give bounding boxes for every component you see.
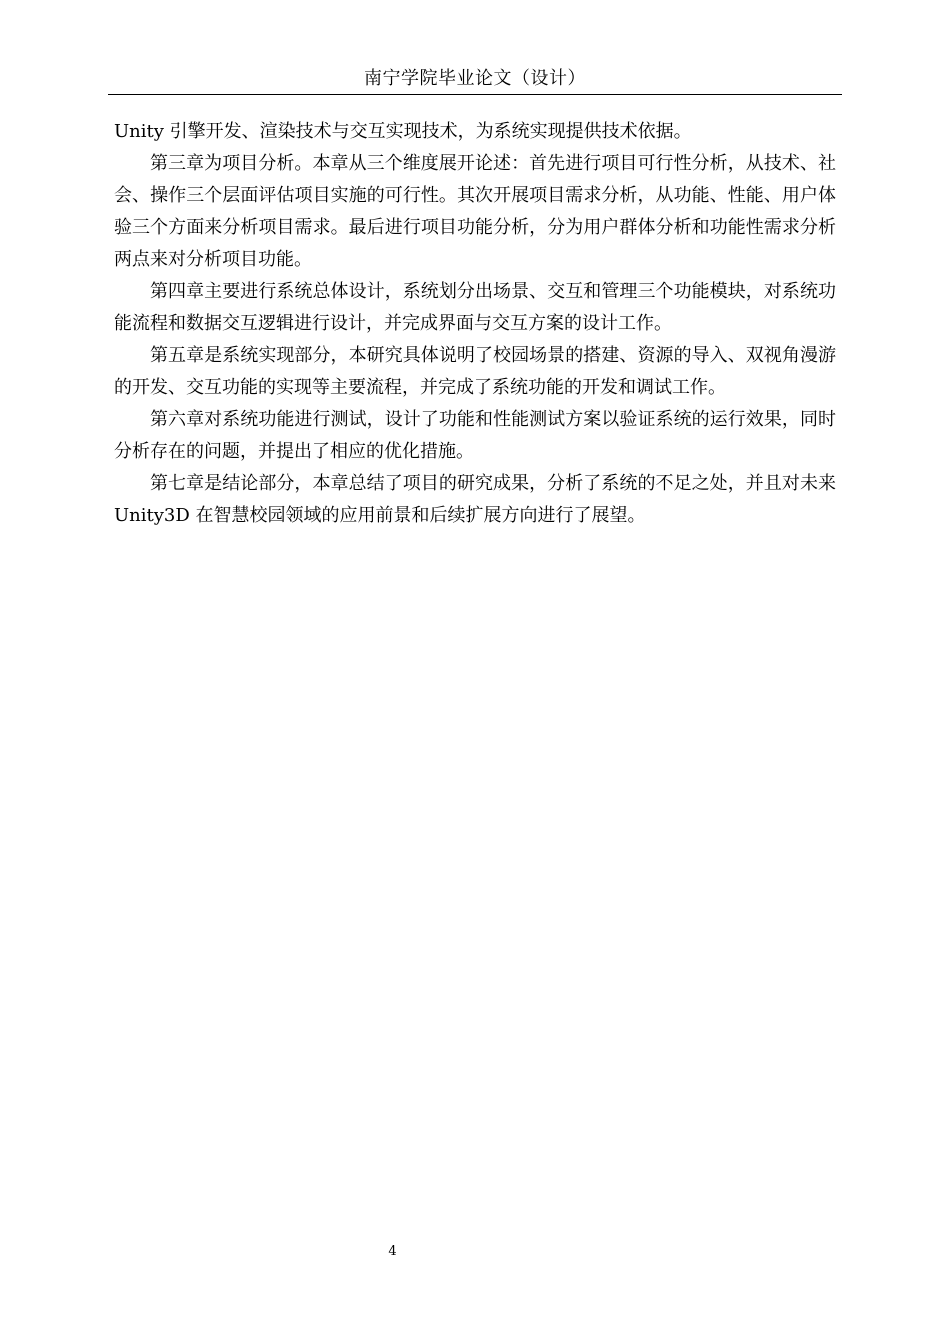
paragraph-chapter5: 第五章是系统实现部分，本研究具体说明了校园场景的搭建、资源的导入、双视角漫游的开发、交互功能的实现等主要流程，并完成了系统功能的开发和调试工作。 [114,345,836,398]
paragraph-chapter6: 第六章对系统功能进行测试，设计了功能和性能测试方案以验证系统的运行效果，同时分析存在的问题，并提出了相应的优化措施。 [114,409,836,462]
paragraph-chapter2-continuation: Unity 引擎开发、渲染技术与交互实现技术，为系统实现提供技术依据。 [114,121,692,142]
paragraph-chapter7: 第七章是结论部分，本章总结了项目的研究成果，分析了系统的不足之处，并且对未来 Unity3D 在智慧校园领域的应用前景和后续扩展方向进行了展望。 [114,473,836,526]
header-divider [108,94,842,95]
paragraph-chapter3: 第三章为项目分析。本章从三个维度展开论述：首先进行项目可行性分析，从技术、社会、操作三个层面评估项目实施的可行性。其次开展项目需求分析，从功能、性能、用户体验三个方面来分析项目需求。最后进行项目功能分析，分为用户群体分析和功能性需求分析两点来对分析项目功能。 [114,153,836,270]
paragraph-chapter4: 第四章主要进行系统总体设计，系统划分出场景、交互和管理三个功能模块，对系统功能流程和数据交互逻辑进行设计，并完成界面与交互方案的设计工作。 [114,281,836,334]
page-header-title: 南宁学院毕业论文（设计） [364,68,586,89]
page-number: 4 [388,1244,397,1259]
document-body [114,116,836,532]
